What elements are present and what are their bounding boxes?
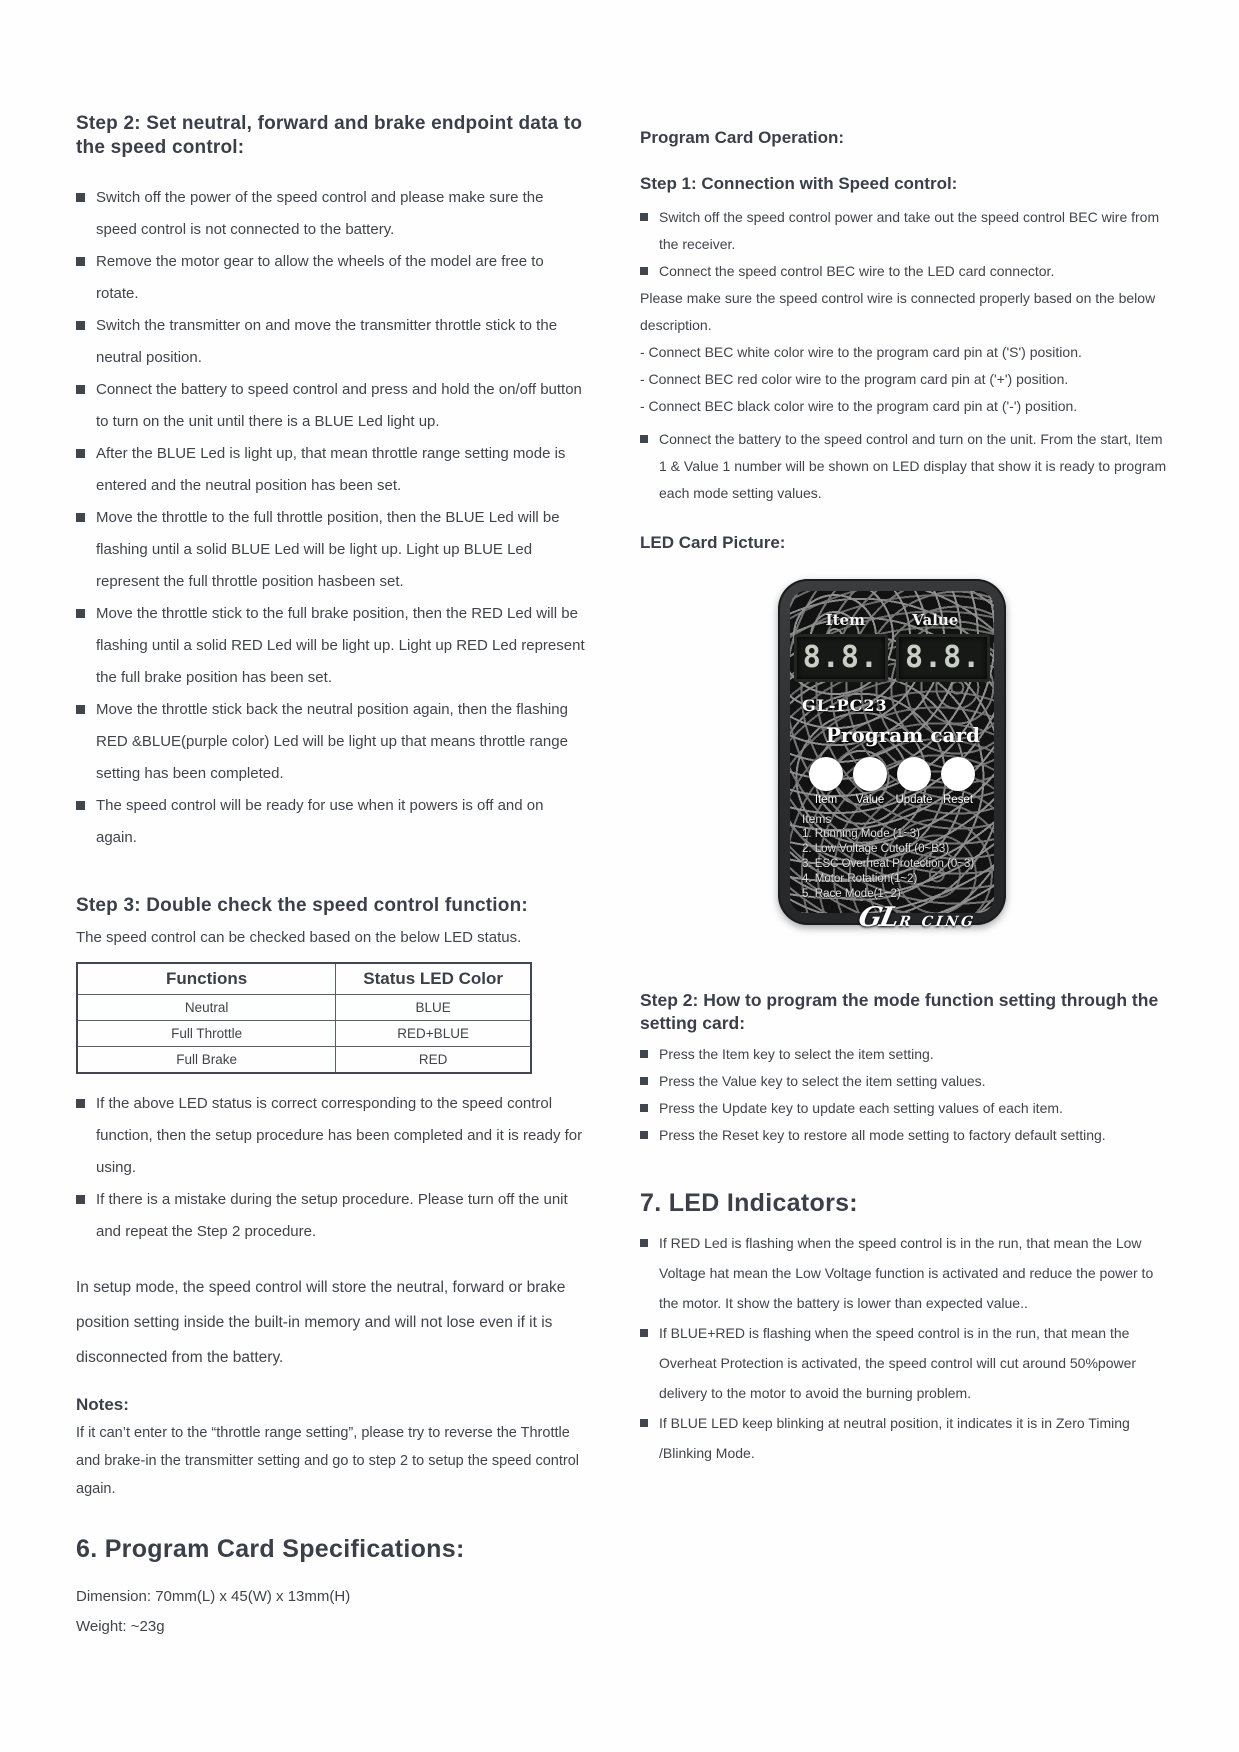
list-item xyxy=(640,1095,1172,1122)
list-item-text: Move the throttle stick to the full brake position, then the RED Led will be flashing until a solid RED Led will be light up. Light up RED Led represent the full brake position has been set. xyxy=(96,604,585,686)
list-item xyxy=(76,598,588,694)
list-item-text: After the BLUE Led is light up, that mean throttle range setting mode is entered and the neutral position has been set. xyxy=(96,444,566,494)
card-item-line: 1. Running Mode (1~3) xyxy=(802,828,920,840)
bullet-square-icon xyxy=(640,435,648,443)
list-item xyxy=(76,1184,588,1248)
list-item xyxy=(640,1228,1172,1318)
list-item-text: If the above LED status is correct corresponding to the speed control function, then the setup procedure has been completed and it is ready for using. xyxy=(96,1095,583,1177)
description-line: - Connect BEC red color wire to the program card pin at ('+') position. xyxy=(640,371,1069,387)
bullet-square-icon xyxy=(76,1099,85,1108)
list-item xyxy=(640,258,1172,285)
setup-mode-paragraph: In setup mode, the speed control will store the neutral, forward or brake position setting inside the built-in memory and will not lose even if it is disconnected from the battery. xyxy=(76,1279,566,1367)
card-model-label: GL-PC23 xyxy=(802,696,888,715)
list-item-text: Switch off the speed control power and take out the speed control BEC wire from the receiver. xyxy=(659,209,1160,252)
card-button-circle xyxy=(941,757,975,791)
bullet-square-icon xyxy=(76,1195,85,1204)
card-items-list xyxy=(802,812,982,902)
led-status-table xyxy=(76,962,532,1074)
list-item-text: Switch the transmitter on and move the transmitter throttle stick to the neutral position. xyxy=(96,316,558,366)
table-cell-led-color: RED xyxy=(336,1047,531,1074)
list-item xyxy=(640,1318,1172,1408)
step2-program-bullet-list xyxy=(640,1041,1172,1149)
bullet-square-icon xyxy=(76,321,85,330)
card-item-line: 2. Low Voltage Cutoff (0~B3) xyxy=(802,843,950,855)
program-card-device xyxy=(778,579,1006,933)
list-item xyxy=(76,1088,588,1184)
card-button-label: Item xyxy=(814,794,838,806)
right-column xyxy=(640,128,1172,1468)
list-item xyxy=(76,182,588,246)
specs-heading: 6. Program Card Specifications: xyxy=(76,1535,465,1564)
list-item xyxy=(640,1041,1172,1068)
step3-bullet-list xyxy=(76,1088,588,1248)
step1-heading: Step 1: Connection with Speed control: xyxy=(640,174,958,193)
card-item-line: 5. Race Mode(1~2) xyxy=(802,888,901,900)
specs-lines xyxy=(76,1582,588,1642)
gl-racing-logo xyxy=(855,902,978,933)
list-item-text: Connect the battery to the speed control and turn on the unit. From the start, Item 1 & Value 1 number will be shown on LED display that show it is ready to program each mode setting values. xyxy=(659,431,1167,501)
lcd-value-display: 8.8. xyxy=(896,634,990,682)
table-header-status-led-color: Status LED Color xyxy=(336,963,531,995)
step2-heading: Step 2: Set neutral, forward and brake endpoint data to the speed control: xyxy=(76,113,583,158)
list-item-text: Press the Value key to select the item setting values. xyxy=(659,1072,986,1089)
card-button-circle xyxy=(853,757,887,791)
bullet-square-icon xyxy=(76,705,85,714)
list-item xyxy=(76,502,588,598)
list-item-text: Connect the speed control BEC wire to the LED card connector. xyxy=(659,263,1055,279)
description-line: - Connect BEC black color wire to the program card pin at ('-') position. xyxy=(640,398,1078,414)
step1-last-bullet xyxy=(640,426,1172,507)
list-item-text: Press the Update key to update each setting values of each item. xyxy=(659,1099,1063,1116)
bullet-square-icon xyxy=(640,1104,648,1112)
lcd-label-value: Value xyxy=(912,611,959,629)
led-indicators-heading: 7. LED Indicators: xyxy=(640,1188,858,1217)
lcd-item-display: 8.8. xyxy=(794,634,888,682)
lcd-displays xyxy=(802,634,982,682)
description-line: - Connect BEC white color wire to the program card pin at ('S') position. xyxy=(640,344,1082,360)
card-button-circle xyxy=(897,757,931,791)
gl-racing-logo-text: R CING xyxy=(897,914,978,930)
table-row xyxy=(77,995,531,1021)
card-item-line: 4. Motor Rotation(1~2) xyxy=(802,873,918,885)
list-item xyxy=(640,1068,1172,1095)
lcd-labels xyxy=(802,611,982,629)
card-item-line: 3. ESC Overheat Protection (0~3) xyxy=(802,858,975,870)
notes-text: If it can’t enter to the “throttle range setting”, please try to reverse the Throttle and brake-in the transmitter setting and go to step 2 to setup the speed control again. xyxy=(76,1425,579,1498)
led-indicators-bullet-list xyxy=(640,1228,1172,1468)
card-items-heading: Items xyxy=(802,812,832,826)
list-item-text: Remove the motor gear to allow the wheels of the model are free to rotate. xyxy=(96,252,544,302)
spec-line: Weight: ~23g xyxy=(76,1618,165,1636)
table-cell-led-color: BLUE xyxy=(336,995,531,1021)
list-item xyxy=(640,204,1172,258)
card-button xyxy=(804,757,848,806)
bullet-square-icon xyxy=(640,267,648,275)
card-button xyxy=(936,757,980,806)
bullet-square-icon xyxy=(640,1239,648,1247)
card-button-circle xyxy=(809,757,843,791)
step2-bullet-list xyxy=(76,182,588,854)
bullet-square-icon xyxy=(640,1131,648,1139)
bullet-square-icon xyxy=(76,801,85,810)
program-card-operation-heading: Program Card Operation: xyxy=(640,128,845,147)
step3-intro: The speed control can be checked based on the below LED status. xyxy=(76,929,522,947)
led-card-picture xyxy=(778,579,1172,933)
table-cell-function: Full Throttle xyxy=(77,1021,336,1047)
table-cell-led-color: RED+BLUE xyxy=(336,1021,531,1047)
list-item xyxy=(76,246,588,310)
list-item-text: Switch off the power of the speed control and please make sure the speed control is not connected to the battery. xyxy=(96,188,544,238)
gl-racing-logo-monogram: GL xyxy=(855,902,901,933)
list-item-text: If there is a mistake during the setup procedure. Please turn off the unit and repeat the Step 2 procedure. xyxy=(96,1191,568,1241)
table-row xyxy=(77,1047,531,1074)
list-item-text: If BLUE LED keep blinking at neutral position, it indicates it is in Zero Timing /Blinking Mode. xyxy=(659,1414,1130,1461)
list-item-text: Move the throttle stick back the neutral position again, then the flashing RED &BLUE(purple color) Led will be light up that means throttle range setting has been completed. xyxy=(96,700,568,782)
list-item xyxy=(76,694,588,790)
card-button xyxy=(848,757,892,806)
spec-line: Dimension: 70mm(L) x 45(W) x 13mm(H) xyxy=(76,1588,351,1606)
list-item xyxy=(76,310,588,374)
list-item-text: Press the Reset key to restore all mode setting to factory default setting. xyxy=(659,1126,1106,1143)
card-button xyxy=(892,757,936,806)
bullet-square-icon xyxy=(76,257,85,266)
bullet-square-icon xyxy=(640,1077,648,1085)
bullet-square-icon xyxy=(640,1050,648,1058)
table-cell-function: Neutral xyxy=(77,995,336,1021)
bullet-square-icon xyxy=(640,1419,648,1427)
description-line: Please make sure the speed control wire is connected properly based on the below description. xyxy=(640,290,1156,333)
card-button-row xyxy=(802,757,982,806)
card-button-label: Update xyxy=(895,794,933,806)
bullet-square-icon xyxy=(640,213,648,221)
step3-heading: Step 3: Double check the speed control function: xyxy=(76,894,528,916)
list-item xyxy=(640,1122,1172,1149)
list-item-text: If RED Led is flashing when the speed control is in the run, that mean the Low Voltage hat mean the Low Voltage function is activated and reduce the power to the motor. It show the battery is lower than expected value.. xyxy=(659,1234,1154,1311)
step1-bullet-list xyxy=(640,204,1172,285)
list-item-text: The speed control will be ready for use when it powers is off and on again. xyxy=(96,796,544,846)
list-item xyxy=(76,438,588,502)
step2-program-heading: Step 2: How to program the mode function setting through the setting card: xyxy=(640,990,1159,1033)
table-header-functions: Functions xyxy=(77,963,336,995)
card-title-label: Program card xyxy=(825,723,980,747)
left-column xyxy=(76,112,588,1642)
list-item xyxy=(640,426,1172,507)
notes-heading: Notes: xyxy=(76,1395,129,1415)
bullet-square-icon xyxy=(76,513,85,522)
connection-description-lines xyxy=(640,285,1172,420)
card-button-label: Value xyxy=(855,794,885,806)
card-button-label: Reset xyxy=(942,794,974,806)
table-header-row xyxy=(77,963,531,995)
bullet-square-icon xyxy=(76,385,85,394)
list-item-text: Connect the battery to speed control and press and hold the on/off button to turn on the unit until there is a BLUE Led light up. xyxy=(96,380,582,430)
program-card-face xyxy=(790,591,994,933)
list-item-text: Press the Item key to select the item setting. xyxy=(659,1045,934,1062)
list-item-text: If BLUE+RED is flashing when the speed control is in the run, that mean the Overheat Protection is activated, the speed control will cut around 50%power delivery to the motor to avoid the burning problem. xyxy=(659,1324,1137,1401)
led-card-picture-heading: LED Card Picture: xyxy=(640,533,786,552)
lcd-label-item: Item xyxy=(825,611,865,629)
bullet-square-icon xyxy=(640,1329,648,1337)
list-item-text: Move the throttle to the full throttle position, then the BLUE Led will be flashing until a solid BLUE Led will be light up. Light up BLUE Led represent the full throttle position hasbeen set. xyxy=(96,508,560,590)
bullet-square-icon xyxy=(76,449,85,458)
bullet-square-icon xyxy=(76,609,85,618)
list-item xyxy=(76,790,588,854)
list-item xyxy=(76,374,588,438)
table-cell-function: Full Brake xyxy=(77,1047,336,1074)
bullet-square-icon xyxy=(76,193,85,202)
list-item xyxy=(640,1408,1172,1468)
table-row xyxy=(77,1021,531,1047)
